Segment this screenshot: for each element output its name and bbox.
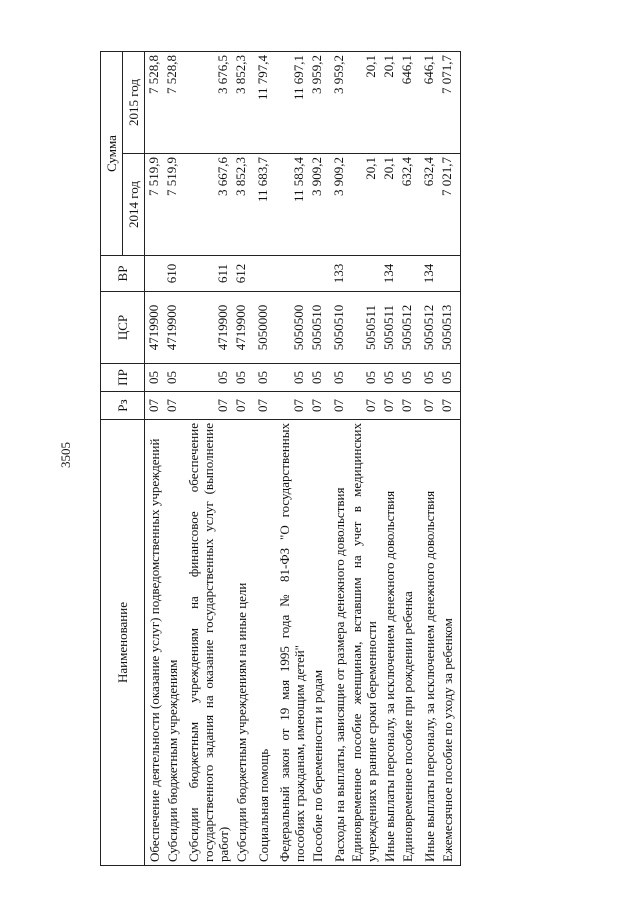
- row-vr: 133: [330, 256, 348, 292]
- header-rz: Рз: [101, 392, 145, 420]
- row-2015: 7 071,7: [438, 52, 461, 154]
- row-rz: 07: [348, 392, 380, 420]
- row-rz: 07: [330, 392, 348, 420]
- row-csr: 4719900: [145, 292, 164, 364]
- row-2015: 20,1: [348, 52, 380, 154]
- row-2014: 11 583,4: [276, 154, 308, 256]
- row-2014: 20,1: [348, 154, 380, 256]
- header-vr: ВР: [101, 256, 145, 292]
- row-rz: 07: [438, 392, 461, 420]
- row-2014: 7 021,7: [438, 154, 461, 256]
- row-vr: 612: [232, 256, 254, 292]
- table-row: [145, 52, 164, 866]
- row-vr: [308, 256, 330, 292]
- row-2015: 3 959,2: [308, 52, 330, 154]
- row-pr: 05: [145, 364, 164, 392]
- row-name: Федеральный закон от 19 мая 1995 года № 81-ФЗ "О государственных пособиях гражданам, имеющим детей": [276, 420, 308, 866]
- row-csr: 4719900: [232, 292, 254, 364]
- row-rz: 07: [254, 392, 276, 420]
- row-csr: 5050511: [380, 292, 398, 364]
- row-pr: 05: [232, 364, 254, 392]
- table-row: [276, 52, 308, 866]
- table-row: [438, 52, 461, 866]
- header-year-2014: 2014 год: [123, 154, 145, 256]
- row-2015: 11 797,4: [254, 52, 276, 154]
- row-2014: 11 683,7: [254, 154, 276, 256]
- row-2015: 646,1: [398, 52, 420, 154]
- row-rz: 07: [398, 392, 420, 420]
- row-name: Субсидии бюджетным учреждениям на финансовое обеспечение государственного задания на оказание государственных услуг (выполнение работ): [185, 420, 232, 866]
- row-vr: [276, 256, 308, 292]
- row-csr: 4719900: [185, 292, 232, 364]
- row-vr: [438, 256, 461, 292]
- table-row: [348, 52, 380, 866]
- row-2015: 20,1: [380, 52, 398, 154]
- row-pr: 05: [380, 364, 398, 392]
- row-csr: 5050510: [330, 292, 348, 364]
- row-name: Субсидии бюджетным учреждениям на иные цели: [232, 420, 254, 866]
- row-vr: [145, 256, 164, 292]
- row-vr: 611: [185, 256, 232, 292]
- row-vr: [254, 256, 276, 292]
- table-row: [254, 52, 276, 866]
- row-2014: 3 852,3: [232, 154, 254, 256]
- row-pr: 05: [330, 364, 348, 392]
- row-name: Иные выплаты персоналу, за исключением денежного довольствия: [380, 420, 398, 866]
- header-name: Наименование: [101, 420, 145, 866]
- table-row: [308, 52, 330, 866]
- row-rz: 07: [380, 392, 398, 420]
- row-2015: 7 528,8: [145, 52, 164, 154]
- row-pr: 05: [254, 364, 276, 392]
- row-pr: 05: [398, 364, 420, 392]
- row-rz: 07: [276, 392, 308, 420]
- rotated-page-content: [100, 52, 610, 866]
- row-name: Единовременное пособие при рождении ребенка: [398, 420, 420, 866]
- row-name: Обеспечение деятельности (оказание услуг) подведомственных учреждений: [145, 420, 164, 866]
- row-pr: 05: [308, 364, 330, 392]
- row-pr: 05: [348, 364, 380, 392]
- header-year-2015: 2015 год: [123, 52, 145, 154]
- row-csr: 5050510: [308, 292, 330, 364]
- row-name: Ежемесячное пособие по уходу за ребенком: [438, 420, 461, 866]
- row-rz: 07: [232, 392, 254, 420]
- table-row: [420, 52, 438, 866]
- row-2015: 11 697,1: [276, 52, 308, 154]
- row-rz: 07: [163, 392, 185, 420]
- row-rz: 07: [308, 392, 330, 420]
- table-row: [380, 52, 398, 866]
- row-2014: 20,1: [380, 154, 398, 256]
- row-2015: 7 528,8: [163, 52, 185, 154]
- row-name: Социальная помощь: [254, 420, 276, 866]
- budget-table: [100, 51, 461, 866]
- page-number: 3505: [58, 442, 73, 468]
- row-2014: 3 909,2: [308, 154, 330, 256]
- row-vr: 134: [420, 256, 438, 292]
- row-csr: 5050511: [348, 292, 380, 364]
- row-pr: 05: [185, 364, 232, 392]
- row-2015: 3 852,3: [232, 52, 254, 154]
- table-header: [101, 52, 145, 866]
- row-2014: 7 519,9: [145, 154, 164, 256]
- row-2015: 646,1: [420, 52, 438, 154]
- row-csr: 5050500: [276, 292, 308, 364]
- row-csr: 4719900: [163, 292, 185, 364]
- row-2014: 3 667,6: [185, 154, 232, 256]
- row-vr: 610: [163, 256, 185, 292]
- row-vr: 134: [380, 256, 398, 292]
- row-2015: 3 676,5: [185, 52, 232, 154]
- table-row: [163, 52, 185, 866]
- row-csr: 5050512: [398, 292, 420, 364]
- row-vr: [398, 256, 420, 292]
- row-name: Субсидии бюджетным учреждениям: [163, 420, 185, 866]
- row-name: Единовременное пособие женщинам, вставшим на учет в медицинских учреждениях в ранние сроки беременности: [348, 420, 380, 866]
- row-name: Расходы на выплаты, зависящие от размера денежного довольствия: [330, 420, 348, 866]
- row-name: Иные выплаты персоналу, за исключением денежного довольствия: [420, 420, 438, 866]
- table-row: [185, 52, 232, 866]
- table-row: [232, 52, 254, 866]
- row-vr: [348, 256, 380, 292]
- row-2014: 3 909,2: [330, 154, 348, 256]
- row-csr: 5050000: [254, 292, 276, 364]
- row-name: Пособие по беременности и родам: [308, 420, 330, 866]
- row-pr: 05: [438, 364, 461, 392]
- row-pr: 05: [163, 364, 185, 392]
- table-row: [330, 52, 348, 866]
- row-rz: 07: [185, 392, 232, 420]
- row-pr: 05: [420, 364, 438, 392]
- header-pr: ПР: [101, 364, 145, 392]
- row-2015: 3 959,2: [330, 52, 348, 154]
- row-2014: 632,4: [420, 154, 438, 256]
- header-sum: Сумма: [101, 52, 123, 256]
- row-rz: 07: [145, 392, 164, 420]
- header-csr: ЦСР: [101, 292, 145, 364]
- row-rz: 07: [420, 392, 438, 420]
- row-csr: 5050512: [420, 292, 438, 364]
- row-2014: 632,4: [398, 154, 420, 256]
- row-csr: 5050513: [438, 292, 461, 364]
- row-pr: 05: [276, 364, 308, 392]
- row-2014: 7 519,9: [163, 154, 185, 256]
- table-row: [398, 52, 420, 866]
